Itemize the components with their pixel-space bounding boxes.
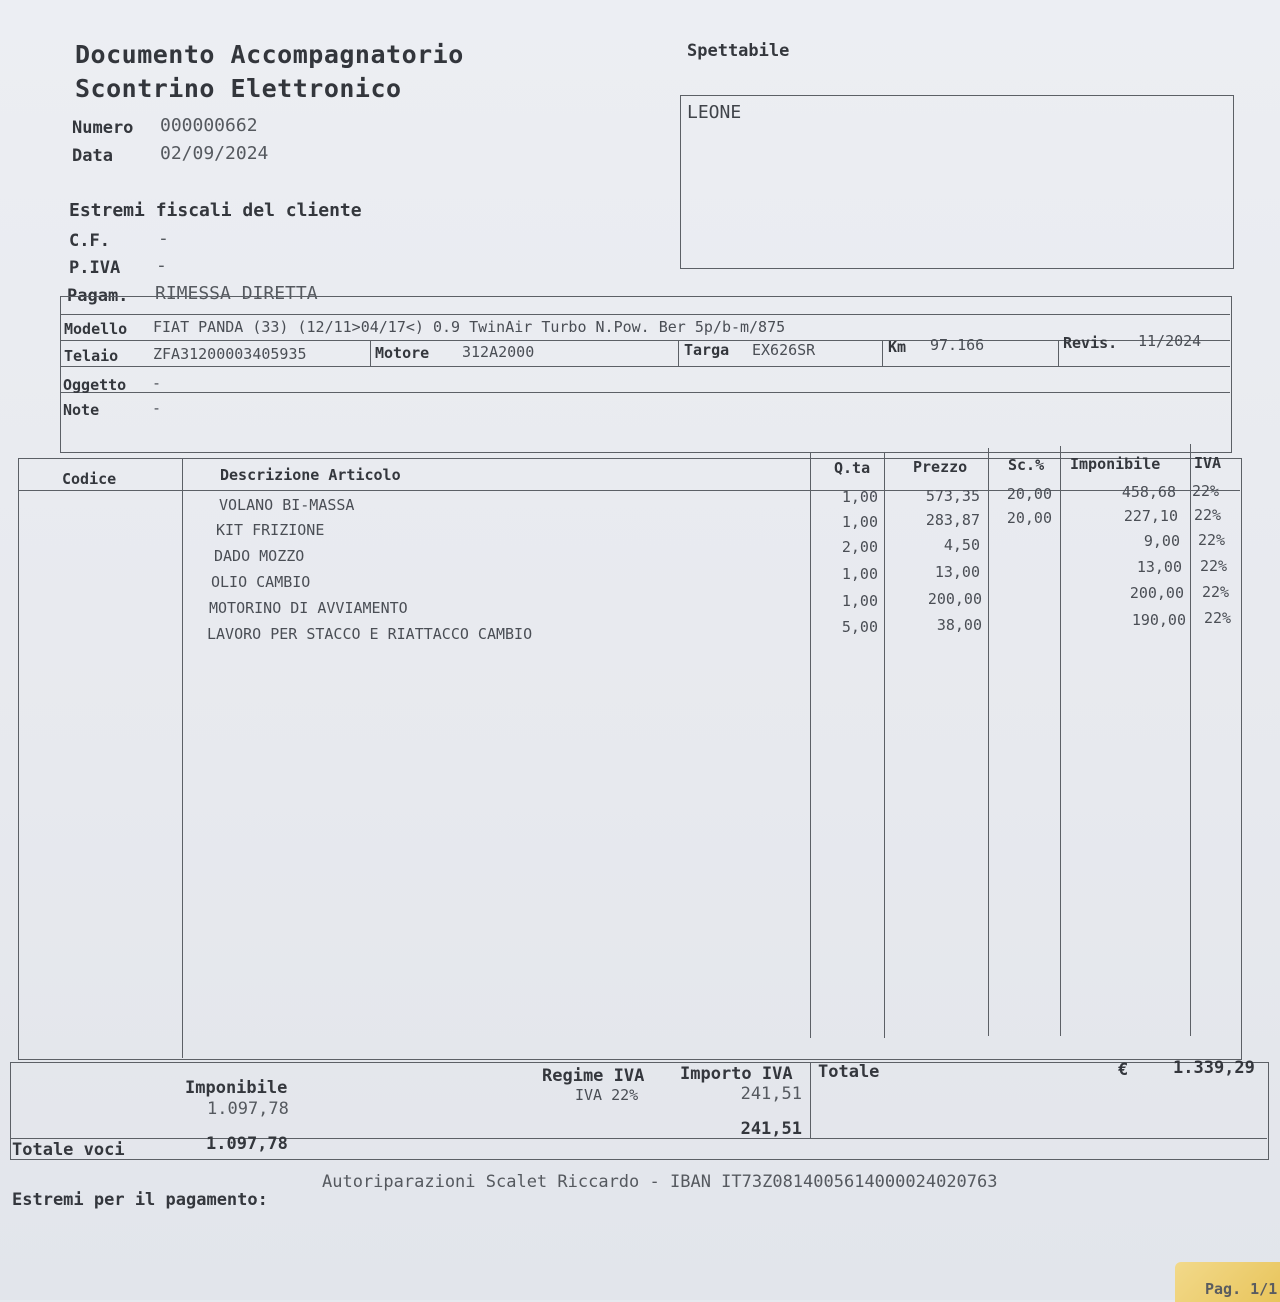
document-title-line2: Scontrino Elettronico bbox=[75, 74, 402, 103]
targa-value: EX626SR bbox=[752, 341, 816, 359]
oggetto-label: Oggetto bbox=[63, 376, 127, 394]
cliente-heading: Estremi fiscali del cliente bbox=[69, 200, 362, 221]
imponibile-label: Imponibile bbox=[185, 1078, 288, 1098]
row-iva: 22% bbox=[1200, 557, 1228, 575]
cf-value: - bbox=[158, 228, 169, 249]
row-iva: 22% bbox=[1198, 531, 1226, 549]
motore-value: 312A2000 bbox=[462, 343, 535, 361]
note-value: - bbox=[152, 399, 162, 417]
col-sconto: Sc.% bbox=[1008, 456, 1045, 474]
row-prezzo: 4,50 bbox=[943, 536, 980, 554]
oggetto-value: - bbox=[152, 374, 162, 392]
row-descrizione: VOLANO BI-MASSA bbox=[219, 496, 355, 514]
row-imponibile: 13,00 bbox=[1136, 558, 1182, 576]
row-iva: 22% bbox=[1202, 583, 1230, 601]
importo-iva-value: 241,51 bbox=[740, 1084, 802, 1104]
note-label: Note bbox=[63, 401, 100, 419]
telaio-label: Telaio bbox=[64, 347, 119, 365]
recipient-name: LEONE bbox=[687, 102, 742, 123]
row-qta: 1,00 bbox=[841, 513, 878, 531]
payment-details: Autoriparazioni Scalet Riccardo - IBAN IT73Z0814005614000024020763 bbox=[322, 1172, 998, 1192]
row-iva: 22% bbox=[1204, 609, 1232, 627]
row-descrizione: DADO MOZZO bbox=[214, 547, 305, 565]
motore-label: Motore bbox=[375, 344, 430, 362]
pagam-label: Pagam. bbox=[67, 286, 129, 306]
row-qta: 2,00 bbox=[841, 538, 878, 556]
items-table bbox=[18, 458, 1242, 1060]
regime-iva-value: IVA 22% bbox=[575, 1086, 639, 1104]
col-prezzo: Prezzo bbox=[913, 458, 968, 476]
row-iva: 22% bbox=[1192, 482, 1220, 500]
piva-label: P.IVA bbox=[69, 258, 121, 278]
row-iva: 22% bbox=[1194, 506, 1222, 524]
km-value: 97.166 bbox=[930, 336, 985, 354]
cf-label: C.F. bbox=[69, 231, 110, 251]
row-descrizione: KIT FRIZIONE bbox=[216, 521, 325, 539]
row-qta: 1,00 bbox=[841, 488, 878, 506]
row-qta: 1,00 bbox=[841, 565, 878, 583]
row-imponibile: 9,00 bbox=[1143, 532, 1180, 550]
importo-iva-label: Importo IVA bbox=[680, 1064, 793, 1084]
row-prezzo: 13,00 bbox=[934, 563, 980, 581]
recipient-box bbox=[680, 95, 1234, 269]
row-descrizione: LAVORO PER STACCO E RIATTACCO CAMBIO bbox=[207, 625, 533, 643]
data-label: Data bbox=[72, 146, 113, 166]
piva-value: - bbox=[156, 255, 167, 276]
spettabile-label: Spettabile bbox=[687, 41, 790, 61]
page-number: Pag. 1/1 bbox=[1205, 1280, 1278, 1298]
revis-label: Revis. bbox=[1063, 334, 1118, 352]
document-title-line1: Documento Accompagnatorio bbox=[75, 40, 464, 69]
modello-value: FIAT PANDA (33) (12/11>04/17<) 0.9 TwinAir Turbo N.Pow. Ber 5p/b-m/875 bbox=[153, 318, 786, 336]
totale-label: Totale bbox=[818, 1062, 880, 1082]
numero-value: 000000662 bbox=[160, 115, 258, 136]
row-qta: 5,00 bbox=[841, 618, 878, 636]
targa-label: Targa bbox=[684, 341, 730, 359]
row-imponibile: 190,00 bbox=[1131, 611, 1186, 629]
totale-value: 1.339,29 bbox=[1173, 1058, 1255, 1078]
row-prezzo: 38,00 bbox=[936, 616, 982, 634]
row-imponibile: 200,00 bbox=[1129, 584, 1184, 602]
imponibile-value: 1.097,78 bbox=[207, 1099, 289, 1119]
row-sconto: 20,00 bbox=[1006, 509, 1052, 527]
revis-value: 11/2024 bbox=[1138, 332, 1202, 350]
row-sconto: 20,00 bbox=[1006, 485, 1052, 503]
totale-voci-label: Totale voci bbox=[12, 1140, 125, 1160]
payment-label: Estremi per il pagamento: bbox=[12, 1190, 268, 1210]
col-imponibile: Imponibile bbox=[1070, 455, 1161, 473]
totale-voci-value: 1.097,78 bbox=[206, 1134, 288, 1154]
row-descrizione: OLIO CAMBIO bbox=[211, 573, 311, 591]
col-codice: Codice bbox=[62, 470, 117, 488]
row-imponibile: 227,10 bbox=[1123, 507, 1178, 525]
col-qta: Q.ta bbox=[834, 459, 871, 477]
data-value: 02/09/2024 bbox=[160, 143, 269, 164]
row-prezzo: 283,87 bbox=[925, 511, 980, 529]
col-descrizione: Descrizione Articolo bbox=[220, 466, 401, 484]
row-prezzo: 573,35 bbox=[925, 487, 980, 505]
row-descrizione: MOTORINO DI AVVIAMENTO bbox=[209, 599, 408, 617]
row-qta: 1,00 bbox=[841, 592, 878, 610]
telaio-value: ZFA31200003405935 bbox=[153, 345, 307, 363]
modello-label: Modello bbox=[64, 320, 128, 338]
numero-label: Numero bbox=[72, 118, 134, 138]
importo-iva-total: 241,51 bbox=[740, 1119, 802, 1139]
col-iva: IVA bbox=[1194, 454, 1222, 472]
currency-symbol: € bbox=[1118, 1060, 1129, 1080]
row-imponibile: 458,68 bbox=[1121, 483, 1176, 501]
pagam-value: RIMESSA DIRETTA bbox=[155, 283, 318, 304]
row-prezzo: 200,00 bbox=[927, 590, 982, 608]
regime-iva-label: Regime IVA bbox=[542, 1066, 645, 1086]
km-label: Km bbox=[888, 338, 907, 356]
